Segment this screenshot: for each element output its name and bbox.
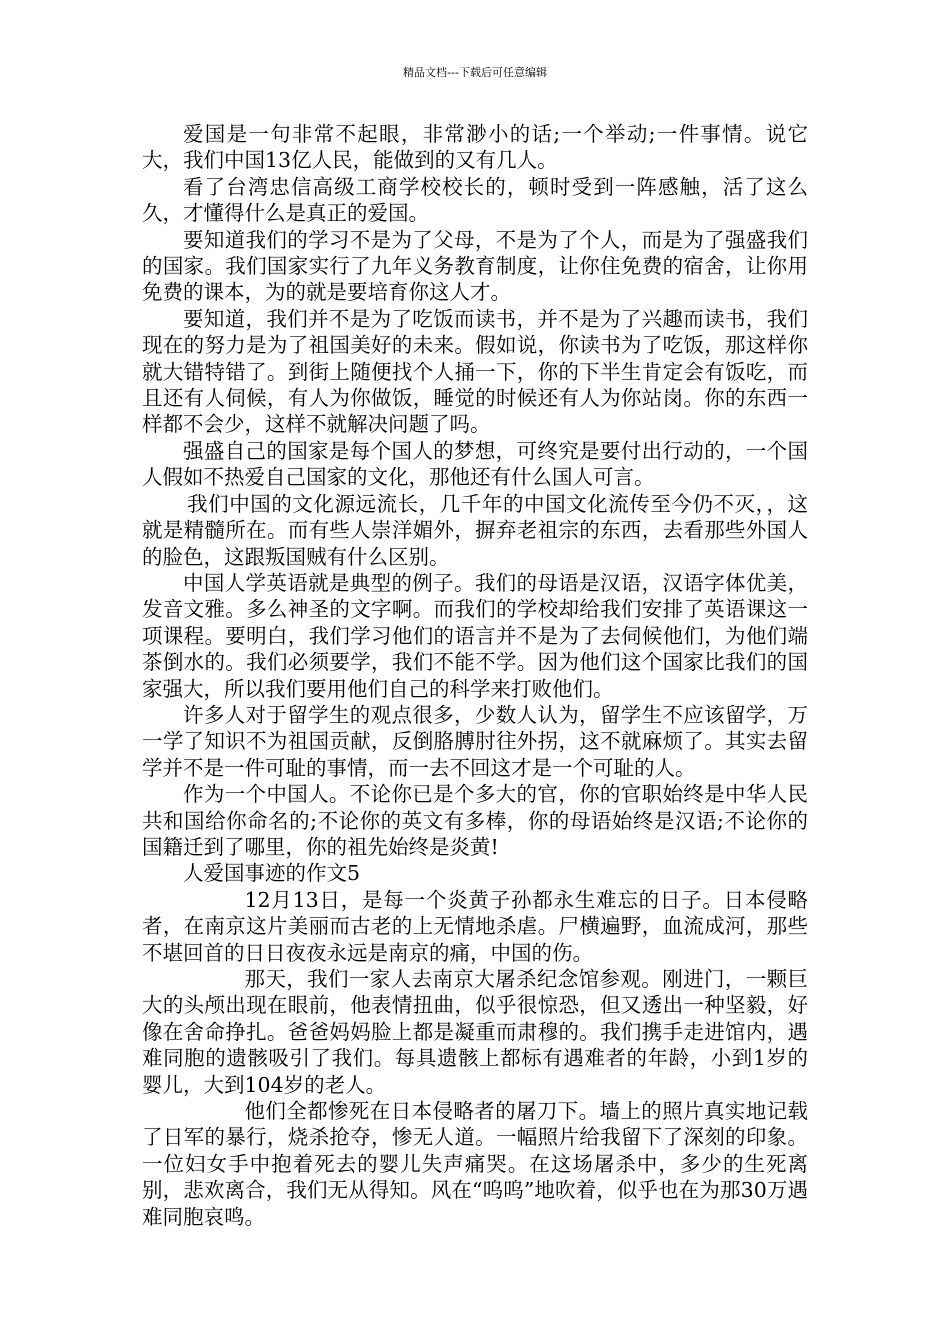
paragraph: 12月13日，是每一个炎黄子孙都永生难忘的日子。日本侵略者，在南京这片美丽而古老的上无情地杀虐。尸横遍野，血流成河，那些不堪回首的日日夜夜永远是南京的痛，中国的伤。 <box>142 887 808 965</box>
paragraph: 作为一个中国人。不论你已是个多大的官，你的官职始终是中华人民共和国给你命名的;不论你的英文有多棒，你的母语始终是汉语;不论你的国籍迁到了哪里，你的祖先始终是炎黄! <box>142 782 808 859</box>
paragraph: 许多人对于留学生的观点很多，少数人认为，留学生不应该留学，万一学了知识不为祖国贡献，反倒胳膊肘往外拐，这不就麻烦了。其实去留学并不是一件可耻的事情，而一去不回这才是一个可耻的人。 <box>142 702 808 780</box>
paragraph: 要知道，我们并不是为了吃饭而读书，并不是为了兴趣而读书，我们现在的努力是为了祖国美好的未来。假如说，你读书为了吃饭，那这样你就大错特错了。到街上随便找个人捅一下，你的下半生肯定会有饭吃，而且还有人伺候，有人为你做饭，睡觉的时候还有人为你站岗。你的东西一样都不会少，这样不就解决问题了吗。 <box>142 306 808 437</box>
paragraph: 那天，我们一家人去南京大屠杀纪念馆参观。刚进门，一颗巨大的头颅出现在眼前，他表情扭曲，似乎很惊恐，但又透出一种坚毅，好像在舍命挣扎。爸爸妈妈脸上都是凝重而肃穆的。我们携手走进馆内，遇难同胞的遗骸吸引了我们。每具遗骸上都标有遇难者的年龄，小到1岁的婴儿，大到104岁的老人。 <box>142 967 808 1097</box>
paragraph: 我们中国的文化源远流长，几千年的中国文化流传至今仍不灭，，这就是精髓所在。而有些人崇洋媚外，摒弃老祖宗的东西，去看那些外国人的脸色，这跟叛国贼有什么区别。 <box>142 491 808 569</box>
paragraph: 他们全都惨死在日本侵略者的屠刀下。墙上的照片真实地记载了日军的暴行，烧杀抢夺，惨无人道。一幅照片给我留下了深刻的印象。一位妇女手中抱着死去的婴儿失声痛哭。在这场屠杀中，多少的生死离别，悲欢离合，我们无从得知。风在“呜呜”地吹着，似乎也在为那30万遇难同胞哀鸣。 <box>142 1099 808 1229</box>
paragraph: 爱国是一句非常不起眼，非常渺小的话;一个举动;一件事情。说它大，我们中国13亿人民，能做到的又有几人。 <box>142 122 808 173</box>
page-header: 精品文档---下载后可任意编辑 <box>403 66 547 79</box>
paragraph: 强盛自己的国家是每个国人的梦想，可终究是要付出行动的，一个国人假如不热爱自己国家的文化，那他还有什么国人可言。 <box>142 438 808 490</box>
section-heading: 人爱国事迹的作文5 <box>183 861 361 886</box>
paragraph: 中国人学英语就是典型的例子。我们的母语是汉语，汉语字体优美，发音文雅。多么神圣的文字啊。而我们的学校却给我们安排了英语课这一项课程。要明白，我们学习他们的语言并不是为了去伺候他们，为他们端茶倒水的。我们必须要学，我们不能不学。因为他们这个国家比我们的国家强大，所以我们要用他们自己的科学来打败他们。 <box>142 570 808 701</box>
paragraph: 要知道我们的学习不是为了父母，不是为了个人，而是为了强盛我们的国家。我们国家实行了九年义务教育制度，让你住免费的宿舍，让你用免费的课本，为的就是要培育你这人才。 <box>142 227 808 305</box>
document-body <box>142 121 808 1230</box>
paragraph: 看了台湾忠信高级工商学校校长的，顿时受到一阵感触，活了这么久，才懂得什么是真正的爱国。 <box>142 174 808 226</box>
